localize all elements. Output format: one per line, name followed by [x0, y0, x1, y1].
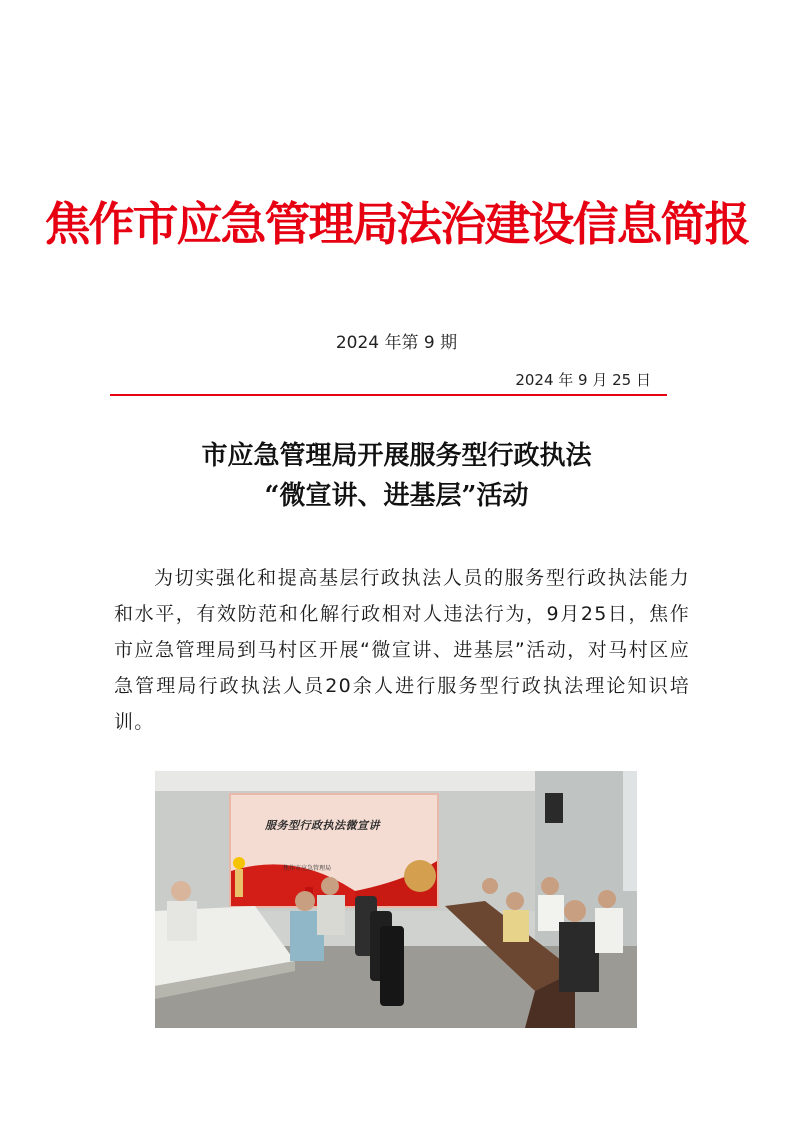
issue-date: 2024 年 9 月 25 日 [515, 371, 651, 389]
article-paragraph: 为切实强化和提高基层行政执法人员的服务型行政执法能力和水平，有效防范和化解行政相对人违法行为，9月25日，焦作市应急管理局到马村区开展“微宣讲、进基层”活动，对马村区应急管理局行政执法人员20余人进行服务型行政执法理论知识培训。 [114, 567, 690, 733]
article-title-line1: 市应急管理局开展服务型行政执法 [201, 441, 592, 471]
masthead-title: 焦作市应急管理局法治建设信息简报 [44, 197, 749, 251]
red-divider [110, 394, 667, 396]
screen-title: 服务型行政执法微宣讲 [265, 819, 380, 832]
issue-number: 2024 年第 9 期 [335, 333, 458, 353]
article-title-line2: “微宣讲、进基层”活动 [264, 481, 529, 511]
article-title [0, 436, 793, 516]
screen-subtitle: 焦作市应急管理局 [283, 865, 332, 872]
meeting-photo [155, 771, 637, 1028]
